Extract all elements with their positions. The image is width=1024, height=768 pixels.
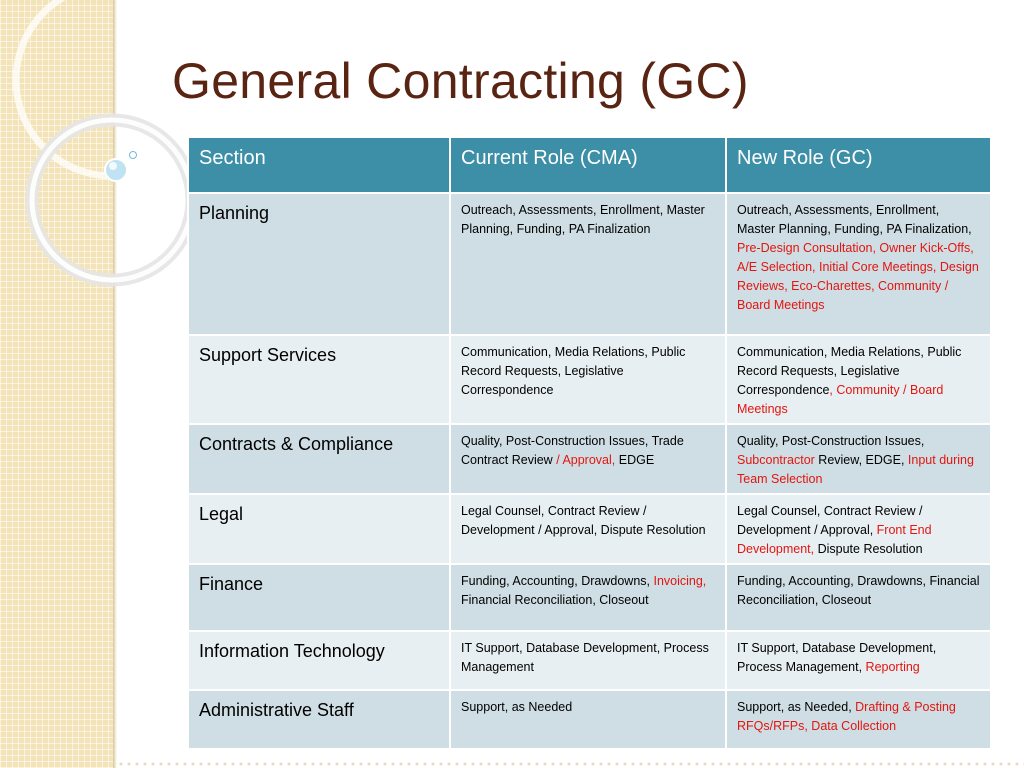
role-text: Review, EDGE, (814, 453, 908, 467)
section-cell: Finance (188, 564, 450, 631)
section-cell: Planning (188, 193, 450, 335)
roles-table (187, 136, 992, 750)
role-text: Communication, Media Relations, Public Record Requests, Legislative Correspondence (737, 345, 962, 397)
highlighted-role-text: Invoicing, (653, 574, 707, 588)
table-row (188, 564, 991, 631)
role-text: Funding, Accounting, Drawdowns, Financial Reconciliation, Closeout (737, 574, 980, 607)
header-section: Section (188, 137, 450, 193)
role-text: Legal Counsel, Contract Review / Development / Approval, (737, 504, 923, 537)
table-body (188, 193, 991, 749)
current-role-cell (450, 424, 726, 494)
role-text: Communication, Media Relations, Public Record Requests, Legislative Correspondence (461, 345, 686, 397)
highlighted-role-text: Subcontractor (737, 453, 815, 467)
new-role-cell (726, 193, 991, 335)
header-current-role: Current Role (CMA) (450, 137, 726, 193)
role-text: Support, as Needed (461, 700, 573, 714)
new-role-cell (726, 494, 991, 564)
highlighted-role-text: Pre-Design Consultation, Owner Kick-Offs, A/E Selection, Initial Core Meetings, Design Reviews, Eco-Charettes, Community / Board Meetings (737, 241, 979, 312)
current-role-cell (450, 193, 726, 335)
slide-title: General Contracting (GC) (172, 53, 749, 109)
table-row (188, 494, 991, 564)
role-text: Support, as Needed, (737, 700, 856, 714)
current-role-cell (450, 631, 726, 690)
role-text: Financial Reconciliation, Closeout (461, 593, 649, 607)
current-role-cell (450, 690, 726, 749)
highlighted-role-text: / Approval, (556, 453, 616, 467)
new-role-cell (726, 690, 991, 749)
table-row (188, 193, 991, 335)
new-role-cell (726, 424, 991, 494)
section-cell: Support Services (188, 335, 450, 424)
current-role-cell (450, 494, 726, 564)
role-text: Quality, Post-Construction Issues, (737, 434, 925, 448)
role-text: EDGE (615, 453, 655, 467)
highlighted-role-text: , Community / Board Meetings (737, 383, 944, 416)
table-header-row (188, 137, 991, 193)
table-row (188, 690, 991, 749)
section-cell: Administrative Staff (188, 690, 450, 749)
section-cell: Contracts & Compliance (188, 424, 450, 494)
role-text: Outreach, Assessments, Enrollment, Master Planning, Funding, PA Finalization (461, 203, 705, 236)
role-text: IT Support, Database Development, Process Management, (737, 641, 937, 674)
new-role-cell (726, 335, 991, 424)
current-role-cell (450, 335, 726, 424)
table-row (188, 335, 991, 424)
role-text: IT Support, Database Development, Process Management (461, 641, 709, 674)
current-role-cell (450, 564, 726, 631)
table-row (188, 631, 991, 690)
section-cell: Information Technology (188, 631, 450, 690)
role-text: Outreach, Assessments, Enrollment, Master Planning, Funding, PA Finalization, (737, 203, 972, 236)
table-row (188, 424, 991, 494)
header-new-role: New Role (GC) (726, 137, 991, 193)
role-text: Dispute Resolution (814, 542, 923, 556)
new-role-cell (726, 631, 991, 690)
highlighted-role-text: Input during Team Selection (737, 453, 974, 486)
section-cell: Legal (188, 494, 450, 564)
highlighted-role-text: Front End Development, (737, 523, 932, 556)
highlighted-role-text: Reporting (865, 660, 920, 674)
decorative-bottom-band (117, 760, 1024, 768)
role-text: Legal Counsel, Contract Review / Development / Approval, Dispute Resolution (461, 504, 706, 537)
role-text: Quality, Post-Construction Issues, Trade Contract Review (461, 434, 684, 467)
role-text: Funding, Accounting, Drawdowns, (461, 574, 654, 588)
highlighted-role-text: Drafting & Posting RFQs/RFPs, Data Collection (737, 700, 956, 733)
new-role-cell (726, 564, 991, 631)
roles-table-container (187, 136, 990, 750)
